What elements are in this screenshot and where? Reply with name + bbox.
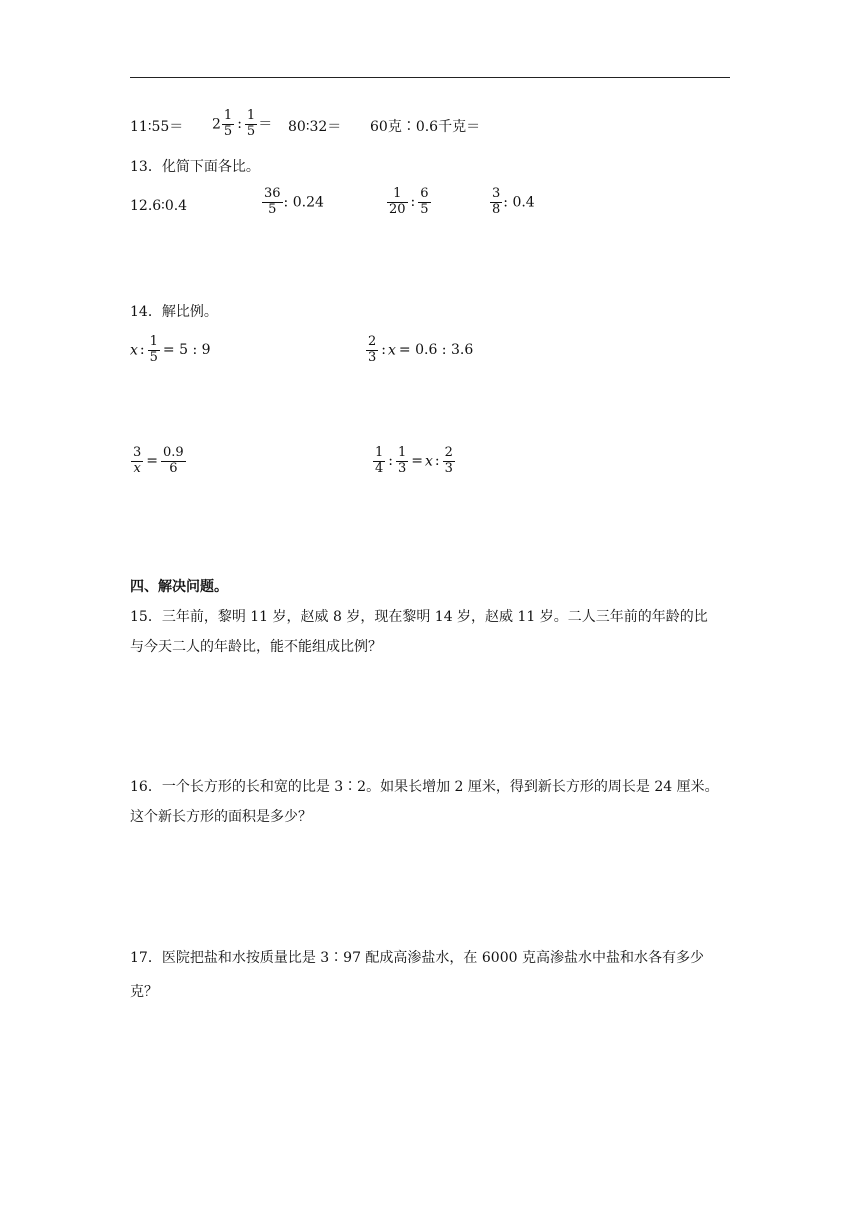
- colon: :: [381, 342, 386, 359]
- denominator: 5: [268, 201, 277, 217]
- numerator: 3: [133, 445, 142, 460]
- q13-c-frac-1: [387, 187, 408, 218]
- equals: ＝: [258, 116, 273, 133]
- q12-item-2-frac-2: [245, 109, 257, 140]
- denominator: 20: [389, 201, 406, 217]
- q14-d-frac-1: [373, 446, 385, 477]
- numerator: 2: [368, 334, 377, 349]
- denominator: 8: [492, 201, 501, 217]
- q14-c-frac-1: [131, 446, 143, 477]
- numerator: 1: [149, 334, 158, 349]
- denominator: 5: [149, 349, 158, 365]
- q16-line-1: 16．一个长方形的长和宽的比是 3∶2。如果长增加 2 厘米，得到新长方形的周长是 24 厘米。: [130, 779, 719, 795]
- q13-b: [261, 187, 324, 218]
- q12-item-2: [212, 109, 272, 140]
- variable-x: x: [130, 342, 138, 359]
- q14-d-frac-3: [443, 446, 455, 477]
- numerator: 36: [264, 186, 281, 201]
- q13-c-frac-2: [418, 187, 430, 218]
- denominator: 3: [444, 460, 453, 476]
- numerator: 1: [398, 445, 407, 460]
- denominator: 5: [420, 201, 429, 217]
- denominator: 3: [398, 460, 407, 476]
- q12-item-2-frac-1: [222, 109, 234, 140]
- numerator: 1: [246, 108, 256, 123]
- numerator: 6: [420, 186, 429, 201]
- equals: =: [411, 453, 424, 470]
- colon: :: [237, 116, 242, 133]
- q14-d: [372, 446, 456, 477]
- q14-b: [365, 335, 473, 366]
- q12-item-3: 80∶32＝: [288, 119, 342, 135]
- numerator: 1: [223, 108, 233, 123]
- q15-line-1: 15．三年前，黎明 11 岁，赵威 8 岁，现在黎明 14 岁，赵威 11 岁。二人三年前的年龄的比: [130, 609, 708, 625]
- q14-c-frac-2: [161, 446, 186, 477]
- q13-title: 13．化简下面各比。: [130, 159, 260, 175]
- q13-b-frac: [262, 187, 283, 218]
- colon: :: [434, 453, 440, 470]
- q12-item-2-whole: 2: [212, 116, 221, 133]
- numerator: 2: [444, 445, 453, 460]
- variable-x: x: [388, 342, 396, 359]
- numerator: 1: [387, 187, 408, 203]
- ratio-rest: : 0.24: [283, 194, 324, 211]
- q14-a: [130, 335, 211, 366]
- q17-line-2: 克？: [130, 984, 158, 1000]
- header-rule: [130, 77, 730, 78]
- ratio-rest: = 0.6 : 3.6: [398, 342, 474, 359]
- colon: :: [139, 342, 145, 359]
- q14-d-frac-2: [396, 446, 408, 477]
- q12-item-4: 60克∶0.6千克＝: [370, 119, 481, 135]
- variable-x: x: [425, 453, 433, 470]
- q16: [130, 772, 730, 832]
- denominator: 5: [246, 123, 256, 139]
- denominator: 5: [223, 123, 233, 139]
- numerator: 1: [375, 445, 384, 460]
- q13-a: 12.6∶0.4: [130, 198, 188, 214]
- colon: :: [388, 453, 393, 470]
- section-4-title: 四、解决问题。: [130, 579, 228, 595]
- q14-title: 14．解比例。: [130, 304, 218, 320]
- q16-line-2: 这个新长方形的面积是多少？: [130, 809, 312, 825]
- denominator: 3: [368, 349, 377, 365]
- q14-a-frac: [148, 335, 160, 366]
- q13-d-frac: [490, 187, 502, 218]
- q15: [130, 602, 730, 662]
- q17: [130, 941, 730, 1009]
- ratio-rest: : 0.4: [503, 194, 535, 211]
- denominator: 4: [375, 460, 384, 476]
- q12-item-1: 11∶55＝: [130, 119, 184, 135]
- denominator: x: [133, 460, 141, 476]
- q14-c: [130, 446, 187, 477]
- q13-d: [489, 187, 535, 218]
- numerator: 0.9: [163, 445, 184, 460]
- q17-line-1: 17．医院把盐和水按质量比是 3∶97 配成高渗盐水，在 6000 克高渗盐水中盐和水各有多少: [130, 950, 704, 966]
- colon: :: [410, 194, 416, 211]
- numerator: 3: [492, 186, 501, 201]
- denominator: 6: [169, 460, 178, 476]
- q14-b-frac: [366, 335, 378, 366]
- equals: =: [146, 453, 159, 470]
- ratio-rest: = 5 : 9: [162, 342, 211, 359]
- q13-c: [386, 187, 432, 218]
- q15-line-2: 与今天二人的年龄比，能不能组成比例？: [130, 639, 382, 655]
